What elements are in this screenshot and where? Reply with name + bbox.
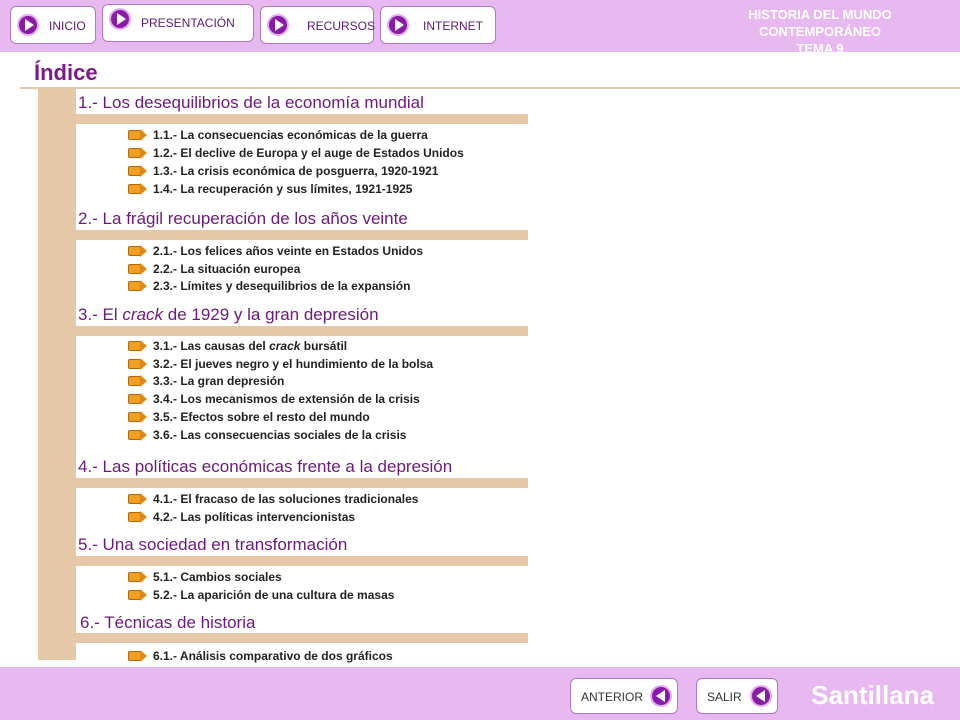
- index-link-label: 1.1.- La consecuencias económicas de la guerra: [153, 128, 428, 142]
- index-link[interactable]: [128, 391, 420, 407]
- nav-inicio-label: INICIO: [49, 19, 86, 33]
- index-link[interactable]: [128, 509, 355, 525]
- section-3-title-em: crack: [122, 305, 164, 324]
- nav-internet-button[interactable]: [380, 6, 496, 44]
- play-arrow-icon: [17, 14, 39, 36]
- index-link-label: 2.3.- Límites y desequilibrios de la expansión: [153, 279, 411, 293]
- pointing-hand-icon: [128, 128, 148, 142]
- section-divider: [76, 556, 528, 566]
- index-link[interactable]: [128, 409, 370, 425]
- anterior-button[interactable]: [570, 678, 678, 714]
- index-title: Índice: [34, 60, 98, 85]
- index-link[interactable]: [128, 127, 428, 143]
- index-link-label: 1.2.- El declive de Europa y el auge de Estados Unidos: [153, 146, 464, 160]
- index-link[interactable]: [128, 163, 438, 179]
- santillana-logo: Santillana: [811, 680, 934, 710]
- nav-presentacion-button[interactable]: [102, 4, 254, 42]
- index-link[interactable]: [128, 145, 464, 161]
- pointing-hand-icon: [128, 146, 148, 160]
- nav-recursos-label: RECURSOS: [307, 19, 376, 33]
- index-link[interactable]: [128, 587, 394, 603]
- index-link[interactable]: [128, 356, 433, 372]
- pointing-hand-icon: [128, 339, 148, 353]
- index-link-label: 1.4.- La recuperación y sus límites, 1921-1925: [153, 182, 413, 196]
- nav-presentacion-label: PRESENTACIÓN: [141, 16, 235, 30]
- pointing-hand-icon: [128, 510, 148, 524]
- pointing-hand-icon: [128, 588, 148, 602]
- section-divider: [76, 633, 528, 643]
- nav-recursos-button[interactable]: [260, 6, 374, 44]
- index-link-label-post: bursátil: [300, 339, 348, 353]
- pointing-hand-icon: [128, 410, 148, 424]
- salir-label: SALIR: [707, 690, 742, 704]
- section-2-title[interactable]: 2.- La frágil recuperación de los años veinte: [78, 209, 408, 228]
- index-link-label: 2.1.- Los felices años veinte en Estados Unidos: [153, 244, 424, 258]
- index-link-label-pre: 3.1.- Las causas del: [153, 339, 270, 353]
- play-arrow-icon: [387, 14, 409, 36]
- left-decorative-bar: [38, 88, 76, 660]
- index-link-label: 5.1.- Cambios sociales: [153, 570, 282, 584]
- nav-inicio-button[interactable]: [10, 6, 96, 44]
- anterior-label: ANTERIOR: [581, 690, 644, 704]
- pointing-hand-icon: [128, 279, 148, 293]
- pointing-hand-icon: [128, 357, 148, 371]
- index-link[interactable]: [128, 278, 410, 294]
- index-link-label: 1.3.- La crisis económica de posguerra, 1920-1921: [153, 164, 439, 178]
- section-5-title[interactable]: 5.- Una sociedad en transformación: [78, 535, 348, 554]
- index-link[interactable]: [128, 491, 418, 507]
- play-arrow-icon: [267, 14, 289, 36]
- index-link[interactable]: [128, 181, 412, 197]
- section-3-title[interactable]: [78, 304, 528, 326]
- pointing-hand-icon: [128, 244, 148, 258]
- play-arrow-icon: [109, 8, 131, 30]
- pointing-hand-icon: [128, 428, 148, 442]
- index-link-label: 6.1.- Análisis comparativo de dos gráficos: [153, 649, 393, 663]
- section-divider: [76, 230, 528, 240]
- header-title-line2: TEMA 9: [796, 41, 844, 56]
- section-4-title[interactable]: 4.- Las políticas económicas frente a la depresión: [78, 457, 453, 476]
- pointing-hand-icon: [128, 392, 148, 406]
- index-link[interactable]: [128, 648, 393, 664]
- header-title-line1: HISTORIA DEL MUNDO CONTEMPORÁNEO: [748, 7, 892, 39]
- index-divider: [20, 87, 960, 89]
- index-link-label: 4.1.- El fracaso de las soluciones tradicionales: [153, 492, 419, 506]
- pointing-hand-icon: [128, 182, 148, 196]
- index-link[interactable]: [128, 569, 282, 585]
- section-6-title[interactable]: 6.- Técnicas de historia: [80, 613, 256, 632]
- header-title: [690, 6, 950, 57]
- pointing-hand-icon: [128, 649, 148, 663]
- pointing-hand-icon: [128, 374, 148, 388]
- section-3-title-pre: 3.- El: [78, 305, 123, 324]
- index-link-label: 3.4.- Los mecanismos de extensión de la crisis: [153, 392, 420, 406]
- pointing-hand-icon: [128, 164, 148, 178]
- salir-button[interactable]: [696, 678, 778, 714]
- nav-internet-label: INTERNET: [423, 19, 483, 33]
- back-arrow-icon: [750, 685, 772, 707]
- index-link-label: 3.6.- Las consecuencias sociales de la crisis: [153, 428, 407, 442]
- section-divider: [76, 114, 528, 124]
- section-3-title-post: de 1929 y la gran depresión: [163, 305, 379, 324]
- index-link-label: 5.2.- La aparición de una cultura de masas: [153, 588, 395, 602]
- index-link-label: 2.2.- La situación europea: [153, 262, 301, 276]
- pointing-hand-icon: [128, 492, 148, 506]
- section-divider: [76, 326, 528, 336]
- index-link[interactable]: [128, 261, 300, 277]
- section-1-title[interactable]: 1.- Los desequilibrios de la economía mundial: [78, 93, 424, 112]
- section-divider: [76, 478, 528, 488]
- index-link[interactable]: [128, 338, 347, 354]
- pointing-hand-icon: [128, 262, 148, 276]
- index-link-label: 3.2.- El jueves negro y el hundimiento de la bolsa: [153, 357, 434, 371]
- back-arrow-icon: [650, 685, 672, 707]
- pointing-hand-icon: [128, 570, 148, 584]
- index-link-label: 3.5.- Efectos sobre el resto del mundo: [153, 410, 370, 424]
- index-link-label: 4.2.- Las políticas intervencionistas: [153, 510, 356, 524]
- index-link[interactable]: [128, 373, 284, 389]
- index-link-label: [153, 339, 347, 353]
- index-link-label: 3.3.- La gran depresión: [153, 374, 285, 388]
- index-link[interactable]: [128, 243, 423, 259]
- index-link-label-em: crack: [269, 339, 301, 353]
- index-link[interactable]: [128, 427, 406, 443]
